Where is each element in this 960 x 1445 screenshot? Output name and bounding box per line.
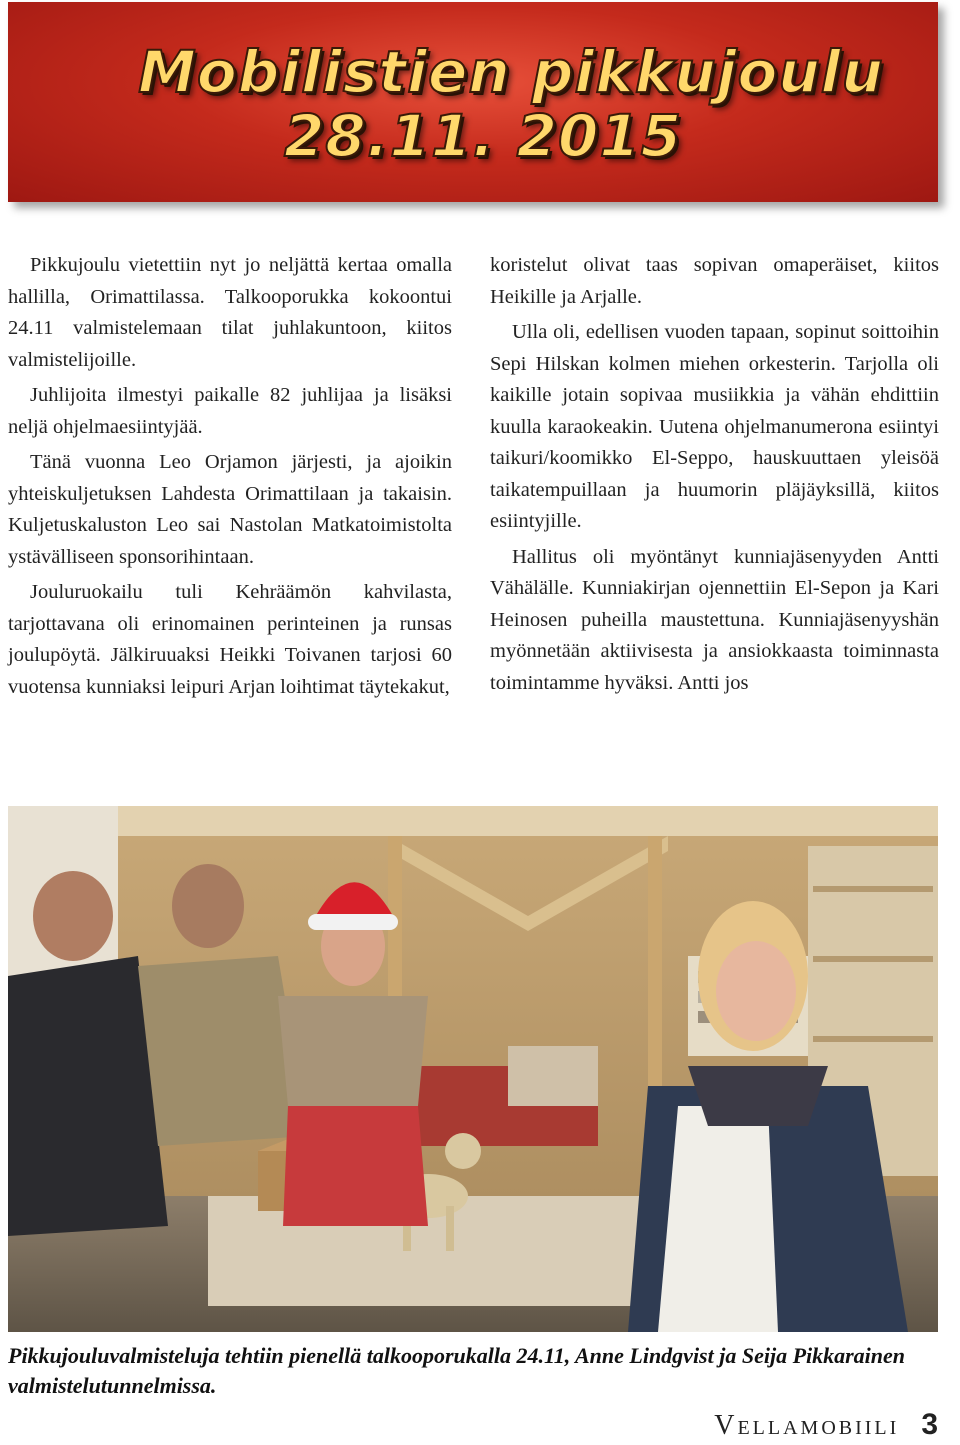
magazine-name: Vellamobiili <box>714 1410 900 1441</box>
paragraph: Juhlijoita ilmestyi paikalle 82 juhlijaa ja lisäksi neljä ohjelmaesiintyjää. <box>8 384 452 438</box>
article-title: Mobilistien pikkujoulu <box>138 38 884 106</box>
paragraph: Jouluruokailu tuli Kehräämön kahvilasta, tarjottavana oli erinomainen perinteinen ja runsas joulupöytä. Jälkiruuaksi Heikki Toivanen tarjosi 60 vuotensa kunniaksi leipuri Arjan loihtimat täytekakut, <box>8 581 452 698</box>
article-column-right <box>490 250 939 703</box>
party-photo <box>8 806 938 1332</box>
party-photo-illustration <box>8 806 938 1332</box>
page-footer <box>714 1408 938 1442</box>
paragraph: koristelut olivat taas sopivan omaperäiset, kiitos Heikille ja Arjalle. <box>490 254 939 308</box>
paragraph: Ulla oli, edellisen vuoden tapaan, sopinut soittoihin Sepi Hilskan kolmen miehen orkesterin. Tarjolla oli kaikille jotain sopivaa musiikkia ja vähän ehdittiin kuulla karaokeakin. Uutena ohjelmanumerona esiintyi taikuri/koomikko El-Seppo, hauskuuttaen yleisöä taikatempuillaan ja huumorin pläjäyksillä, kiitos esiintyjille. <box>490 321 939 532</box>
page-number: 3 <box>921 1408 938 1441</box>
article-date: 28.11. 2015 <box>283 102 683 170</box>
photo-caption: Pikkujouluvalmisteluja tehtiin pienellä talkooporukalla 24.11, Anne Lindgvist ja Seija Pikkarainen valmistelutunnelmissa. <box>8 1343 906 1398</box>
title-banner <box>8 2 938 202</box>
paragraph: Tänä vuonna Leo Orjamon järjesti, ja ajoikin yhteiskuljetuksen Lahdesta Orimattilaan ja takaisin. Kuljetuskaluston Leo sai Nastolan Matkatoimistolta ystävälliseen sponsorihintaan. <box>8 451 452 568</box>
article-column-left <box>8 250 452 707</box>
paragraph: Hallitus oli myöntänyt kunniajäsenyyden Antti Vähälälle. Kunniakirjan ojennettiin El-Sepon ja Kari Heinosen puheilla maustettuna. Kunniajäsenyyshän myönnetään aktiivisesta ja ansiokkaasta toiminnasta toimintamme hyväksi. Antti jos <box>490 545 939 694</box>
paragraph: Pikkujoulu vietettiin nyt jo neljättä kertaa omalla hallilla, Orimattilassa. Talkooporukka kokoontui 24.11 valmistelemaan tilat juhlakuntoon, kiitos valmistelijoille. <box>8 254 452 371</box>
